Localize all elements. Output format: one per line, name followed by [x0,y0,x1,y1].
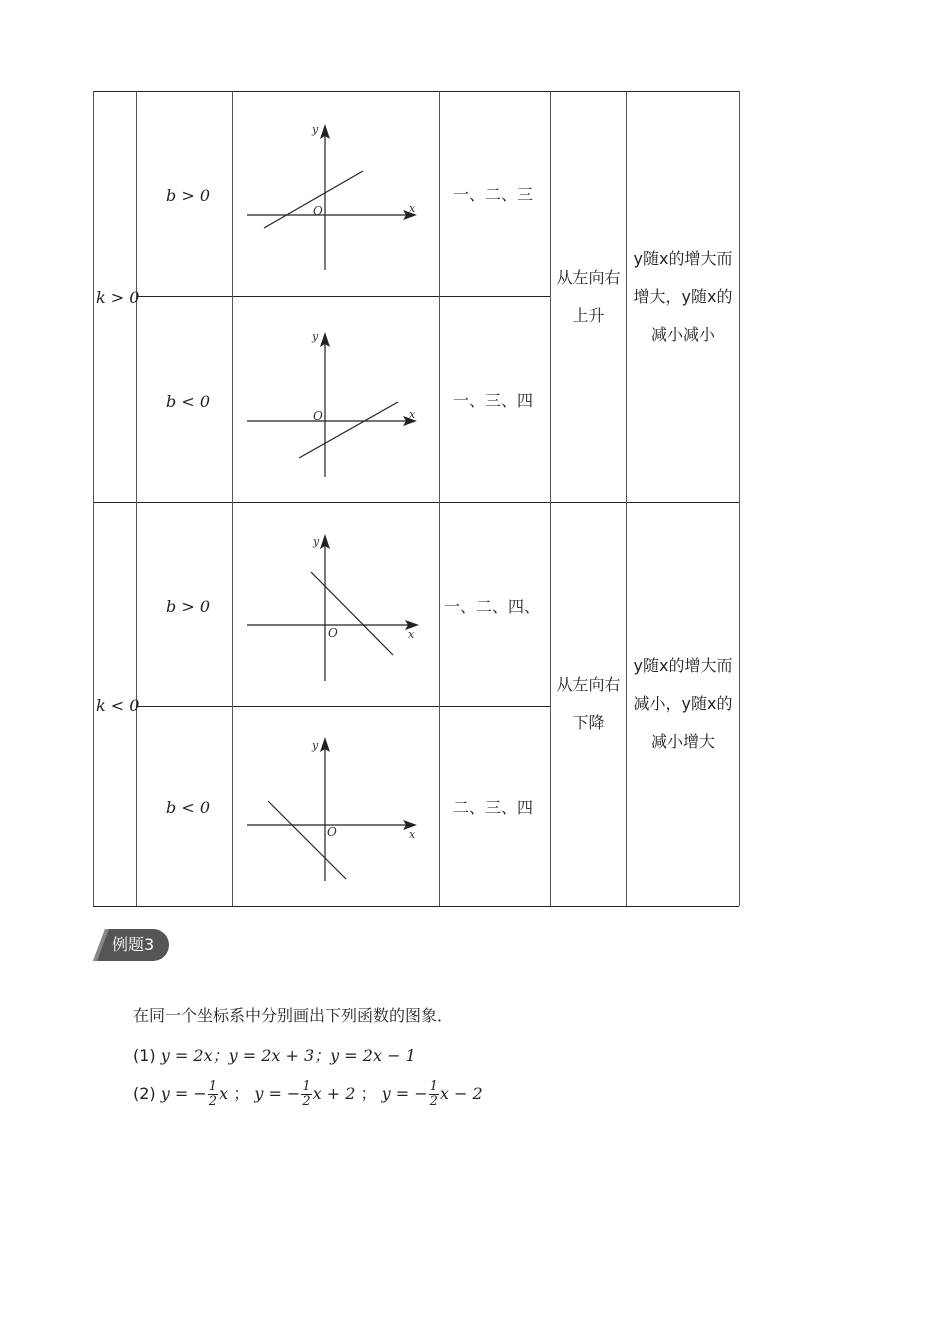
table-right-border [739,91,740,906]
trend-kpos-line3: 减小减小 [650,325,715,344]
table-left-border [93,91,94,906]
function-line [268,801,346,879]
item-1-index: (1) [133,1046,156,1065]
direction-kpos-line1: 从左向右 [556,268,621,287]
example-item-2 [133,1077,483,1111]
graph-kneg-bpos [240,525,430,690]
graph-kpos-bpos [240,115,430,280]
origin-label: O [313,409,323,423]
b-label-row3: b > 0 [166,597,210,616]
example-item-1 [133,1046,416,1066]
b-label-row2: b < 0 [166,392,210,411]
col-divider-2 [232,91,233,906]
trend-kneg-line1: y随x的增大而 [633,656,733,675]
col-divider-5 [626,91,627,906]
item-2-f1-suffix: x [219,1084,229,1103]
quadrants-row2: 一、三、四 [453,391,534,410]
fraction-one-half: $\frac{1}{2}$ [302,1079,311,1109]
quadrants-row3: 一、二、四、 [444,597,541,616]
function-line [311,572,393,655]
axis-label-y: y [312,123,319,136]
fraction-one-half: $\frac{1}{2}$ [429,1079,438,1109]
item-2-f1-prefix: y = − [160,1084,207,1103]
example-badge-label: 例题3 [112,935,155,954]
separator: ； [233,1084,250,1103]
item-2-f2-suffix: x + 2 [312,1084,356,1103]
table-bottom-border [93,906,739,907]
axis-label-x: x [409,828,416,841]
separator: ； [360,1084,377,1103]
row-divider-kpos [136,296,550,297]
item-1-formulas: y = 2x；y = 2x + 3；y = 2x − 1 [160,1046,416,1065]
axis-label-x: x [409,202,416,215]
quadrants-row4: 二、三、四 [453,798,534,817]
origin-label: O [313,204,323,218]
fraction-one-half: $\frac{1}{2}$ [208,1079,218,1109]
direction-kneg [551,666,626,742]
trend-kneg-line2: 减小，y随x的 [633,694,733,713]
function-line [264,171,363,228]
col-divider-1 [136,91,137,906]
group-divider [93,502,739,503]
quadrants-row1: 一、二、三 [453,185,534,204]
item-2-index: (2) [133,1084,156,1103]
item-2-f2-prefix: y = − [254,1084,301,1103]
k-positive-label: k > 0 [96,288,140,307]
axis-label-x: x [409,408,416,421]
direction-kneg-line2: 下降 [572,713,605,732]
example-prompt: 在同一个坐标系中分别画出下列函数的图象． [133,1006,454,1025]
direction-kneg-line1: 从左向右 [556,675,621,694]
direction-kpos-line2: 上升 [572,306,605,325]
origin-label: O [328,626,338,640]
origin-label: O [327,825,337,839]
b-label-row1: b > 0 [166,186,210,205]
axis-label-x: x [408,628,415,641]
trend-kneg [627,647,739,761]
trend-kpos [627,240,739,354]
axis-label-y: y [312,330,319,343]
trend-kpos-line2: 增大，y随x的 [633,287,733,306]
trend-kpos-line1: y随x的增大而 [633,249,733,268]
axis-label-y: y [312,739,319,752]
item-2-f3-prefix: y = − [381,1084,428,1103]
col-divider-3 [439,91,440,906]
graph-kpos-bneg [240,320,430,485]
axis-label-y: y [313,535,320,548]
b-label-row4: b < 0 [166,798,210,817]
k-negative-label: k < 0 [96,696,140,715]
item-2-f3-suffix: x − 2 [439,1084,483,1103]
table-top-border [93,91,739,92]
row-divider-kneg [136,706,550,707]
trend-kneg-line3: 减小增大 [650,732,715,751]
direction-kpos [551,259,626,335]
col-divider-4 [550,91,551,906]
graph-kneg-bneg [240,728,430,893]
